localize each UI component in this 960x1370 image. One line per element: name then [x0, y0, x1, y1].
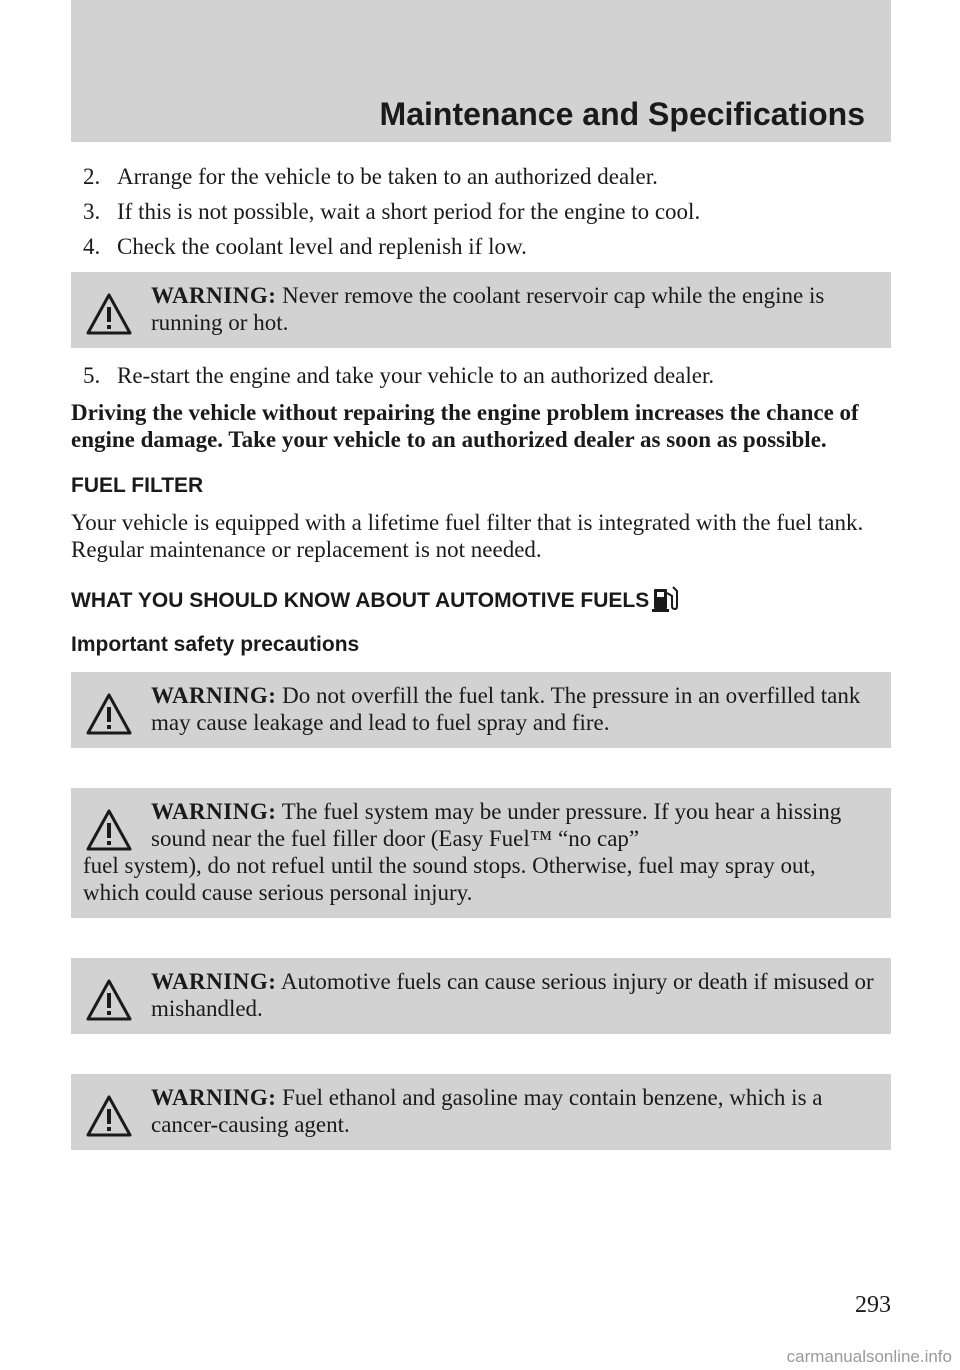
warning-label: WARNING:	[151, 683, 277, 708]
step-number: 3.	[83, 199, 101, 224]
step-number: 2.	[83, 164, 101, 189]
warning-label: WARNING:	[151, 283, 277, 308]
step-2	[71, 163, 891, 190]
warning-triangle-icon	[85, 808, 133, 852]
warning-text: Never remove the coolant reservoir cap while the engine is running or hot.	[151, 283, 825, 335]
page-number: 293	[855, 1292, 891, 1318]
section-title: Maintenance and Specifications	[379, 96, 865, 132]
warning-triangle-icon	[85, 692, 133, 736]
warning-text: Fuel ethanol and gasoline may contain benzene, which is a cancer-causing agent.	[151, 1085, 823, 1137]
warning-label: WARNING:	[151, 969, 277, 994]
step-3	[71, 198, 891, 225]
warning-text: The fuel system may be under pressure. If you hear a hissing sound near the fuel filler door (Easy Fuel™ “no cap”	[151, 799, 842, 851]
step-text: If this is not possible, wait a short period for the engine to cool.	[117, 199, 701, 224]
step-text: Arrange for the vehicle to be taken to an authorized dealer.	[117, 164, 658, 189]
page-content	[71, 163, 891, 1164]
warning-label: WARNING:	[151, 799, 277, 824]
warning-box-pressure	[71, 788, 891, 918]
warning-text: Automotive fuels can cause serious injury or death if misused or mishandled.	[151, 969, 874, 1021]
automotive-fuels-heading	[71, 583, 891, 614]
watermark: carmanualsonline.info	[786, 1347, 952, 1366]
automotive-fuels-heading-text: WHAT YOU SHOULD KNOW ABOUT AUTOMOTIVE FUELS	[71, 589, 650, 612]
step-number: 4.	[83, 234, 101, 259]
warning-triangle-icon	[85, 978, 133, 1022]
warning-box-benzene	[71, 1074, 891, 1150]
safety-precautions-subheading: Important safety precautions	[71, 633, 360, 656]
warning-box-coolant	[71, 272, 891, 348]
step-4	[71, 233, 891, 260]
warning-triangle-icon	[85, 292, 133, 336]
warning-triangle-icon	[85, 1094, 133, 1138]
header-band	[71, 0, 891, 142]
warning-text: Do not overfill the fuel tank. The pressure in an overfilled tank may cause leakage and lead to fuel spray and fire.	[151, 683, 861, 735]
fuel-filter-text: Your vehicle is equipped with a lifetime fuel filter that is integrated with the fuel tank. Regular maintenance or replacement is not needed.	[71, 510, 864, 562]
step-5	[71, 362, 891, 389]
fuel-filter-heading: FUEL FILTER	[71, 474, 204, 497]
fuel-pump-icon	[651, 583, 679, 613]
step-text: Check the coolant level and replenish if low.	[117, 234, 527, 259]
step-text: Re-start the engine and take your vehicle to an authorized dealer.	[117, 363, 715, 388]
warning-text-continued: fuel system), do not refuel until the sound stops. Otherwise, fuel may spray out, which could cause serious personal injury.	[83, 853, 816, 905]
warning-box-overfill	[71, 672, 891, 748]
warning-label: WARNING:	[151, 1085, 277, 1110]
warning-box-misuse	[71, 958, 891, 1034]
step-number: 5.	[83, 363, 101, 388]
warning-first-lines	[83, 798, 877, 852]
engine-damage-notice: Driving the vehicle without repairing the engine problem increases the chance of engine damage. Take your vehicle to an authorized dealer as soon as possible.	[71, 400, 859, 452]
